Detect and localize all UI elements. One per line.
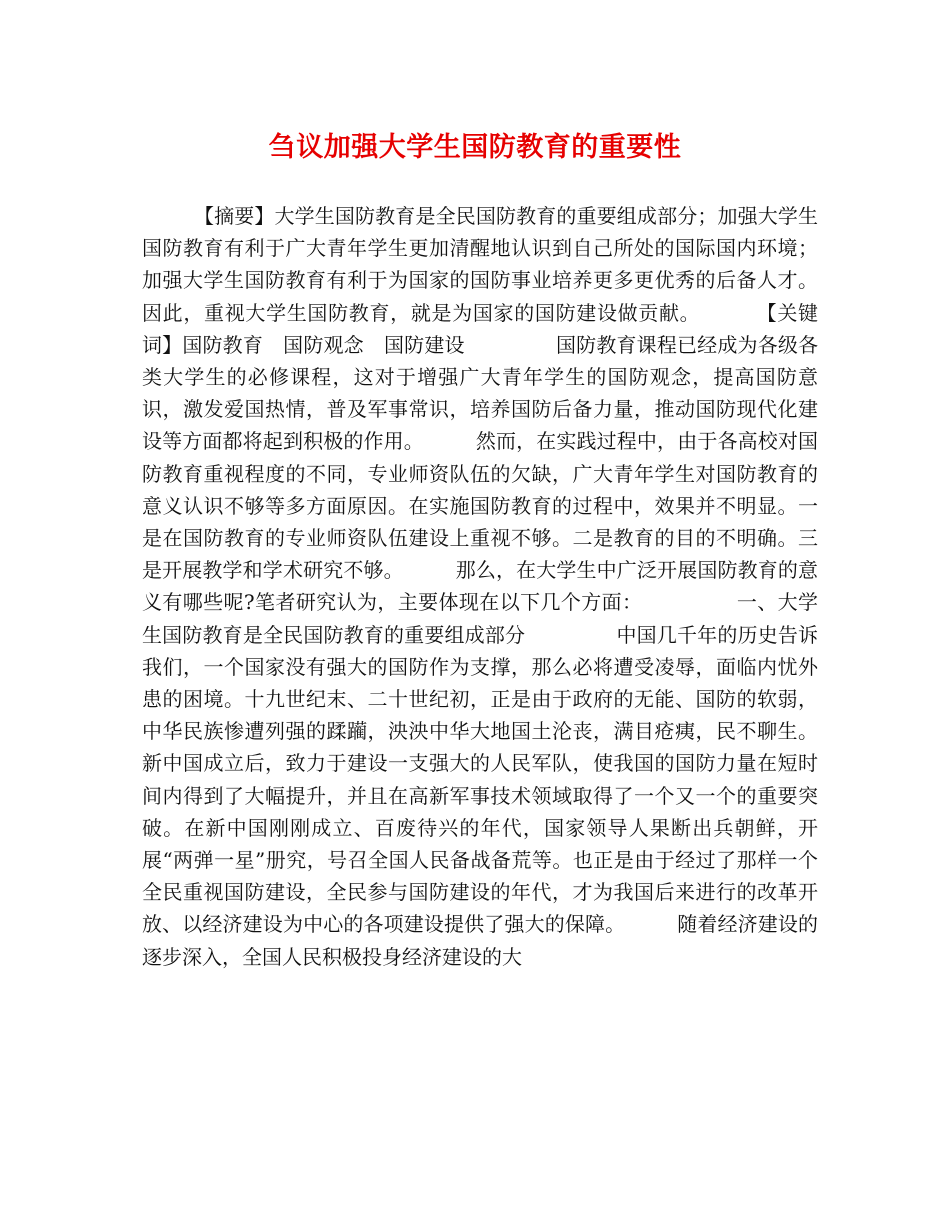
document-title: 刍议加强大学生国防教育的重要性 <box>268 132 682 163</box>
document-body: 【摘要】大学生国防教育是全民国防教育的重要组成部分；加强大学生国防教育有利于广大青年学生更加清醒地认识到自己所处的国际国内环境；加强大学生国防教育有利于为国家的国防事业培养更多更优秀的后备人才。因此，重视大学生国防教育，就是为国家的国防建设做贡献。 【关键词】国防教育 国防观念 国防建设 国防教育课程已经成为各级各类大学生的必修课程，这对于增强广大青年学生的国防观念，提高国防意识，激发爱国热情，普及军事常识，培养国防后备力量，推动国防现代化建设等方面都将起到积极的作用。 然而，在实践过程中，由于各高校对国防教育重视程度的不同，专业师资队伍的欠缺，广大青年学生对国防教育的意义认识不够等多方面原因。在实施国防教育的过程中，效果并不明显。一是在国防教育的专业师资队伍建设上重视不够。二是教育的目的不明确。三是开展教学和学术研究不够。 那么，在大学生中广泛开展国防教育的意义有哪些呢?笔者研究认为，主要体现在以下几个方面： 一、大学生国防教育是全民国防教育的重要组成部分 中国几千年的历史告诉我们，一个国家没有强大的国防作为支撑，那么必将遭受凌辱，面临内忧外患的困境。十九世纪末、二十世纪初，正是由于政府的无能、国防的软弱，中华民族惨遭列强的蹂躏，泱泱中华大地国土沦丧，满目疮痍，民不聊生。新中国成立后，致力于建设一支强大的人民军队，使我国的国防力量在短时间内得到了大幅提升，并且在高新军事技术领域取得了一个又一个的重要突破。在新中国刚刚成立、百废待兴的年代，国家领导人果断出兵朝鲜，开展“两弹一星”册究，号召全国人民备战备荒等。也正是由于经过了那样一个全民重视国防建设，全民参与国防建设的年代，才为我国后来进行的改革开放、以经济建设为中心的各项建设提供了强大的保障。 随着经济建设的逐步深入，全国人民积极投身经济建设的大 <box>142 204 819 969</box>
